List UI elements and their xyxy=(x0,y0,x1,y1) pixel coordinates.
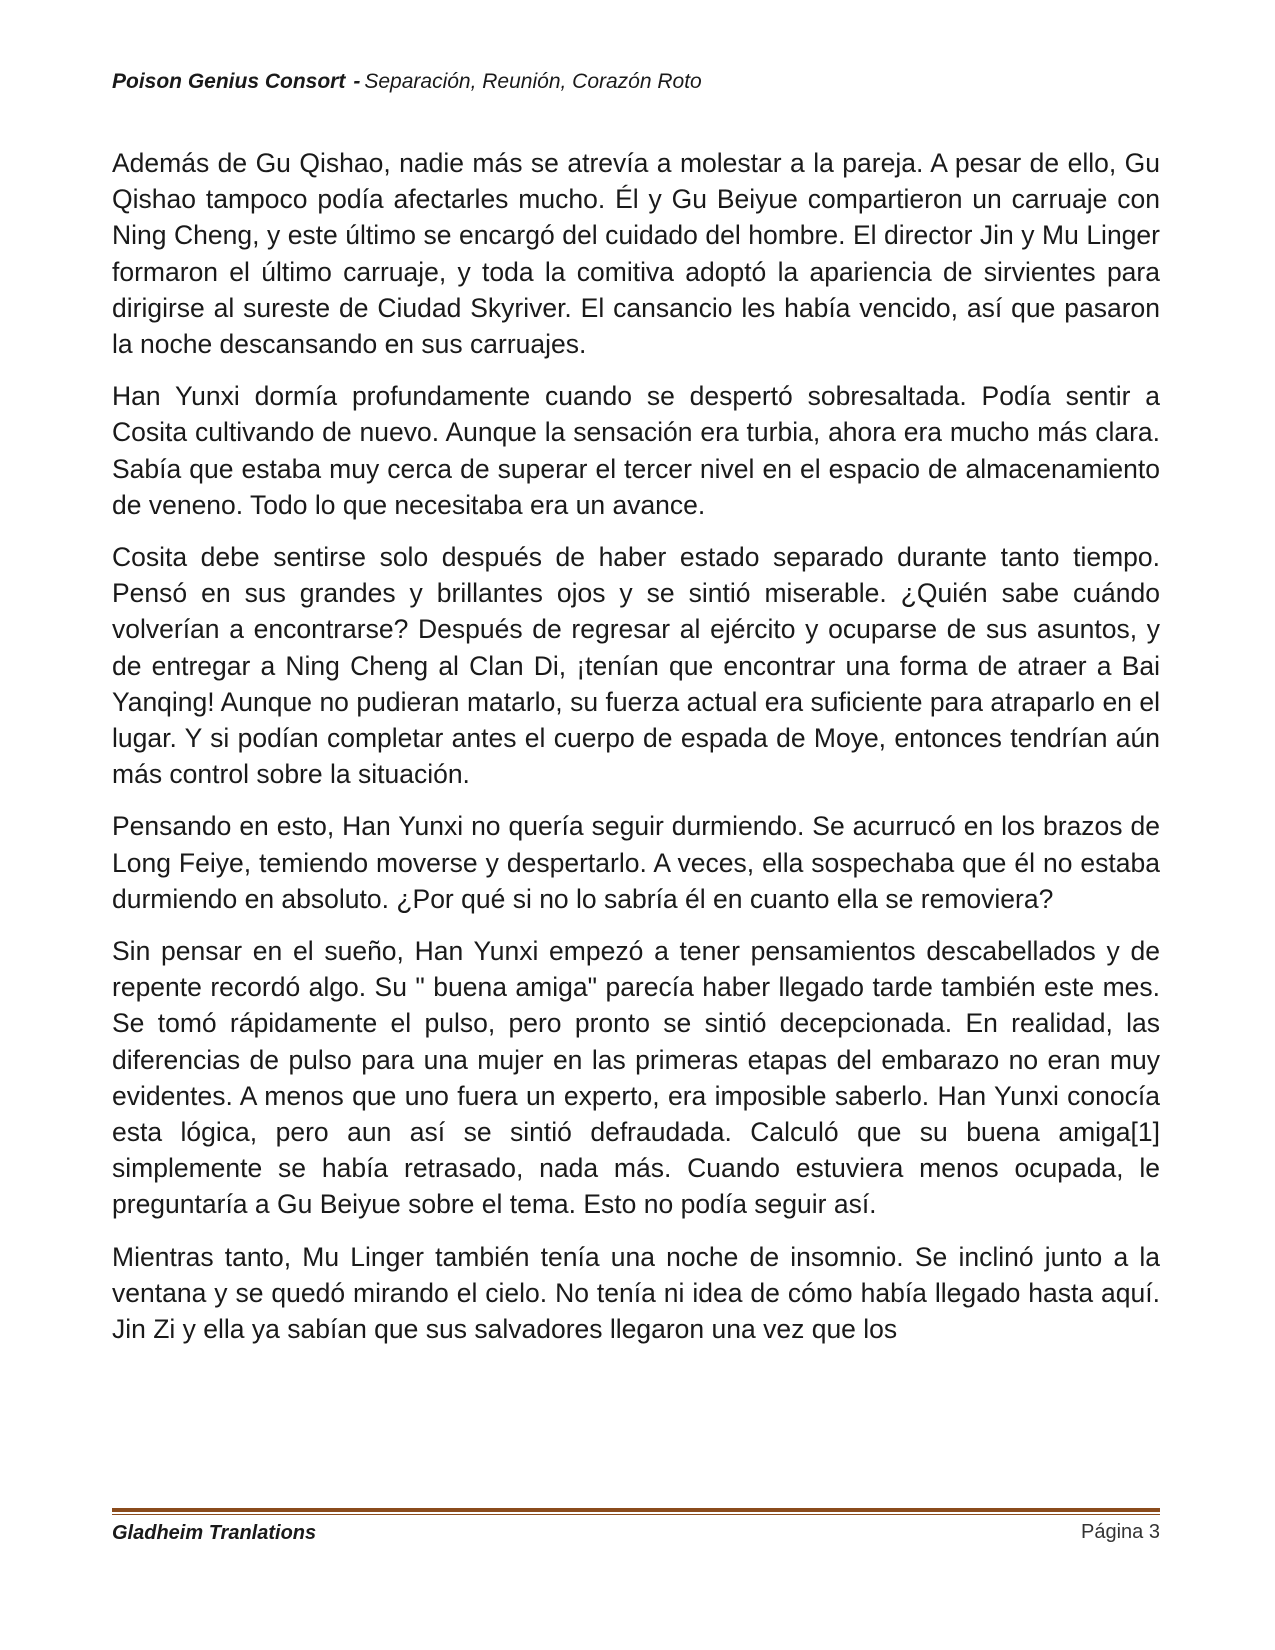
chapter-title: Separación, Reunión, Corazón Roto xyxy=(364,70,702,93)
footer-divider-thick xyxy=(112,1508,1160,1512)
page-number: Página 3 xyxy=(1081,1521,1160,1543)
paragraph-1: Además de Gu Qishao, nadie más se atrevía a molestar a la pareja. A pesar de ello, Gu Qishao tampoco podía afectarles mucho. Él y Gu Beiyue compartieron un carruaje con Ning Cheng, y este último se encargó del cuidado del hombre. El director Jin y Mu Linger formaron el último carruaje, y toda la comitiva adoptó la apariencia de sirvientes para dirigirse al sureste de Ciudad Skyriver. El cansancio les había vencido, así que pasaron la noche descansando en sus carruajes. xyxy=(112,148,1160,360)
body-text xyxy=(112,145,1160,1363)
header-separator: - xyxy=(353,70,361,93)
paragraph-3: Cosita debe sentirse solo después de haber estado separado durante tanto tiempo. Pensó en sus grandes y brillantes ojos y se sintió miserable. ¿Quién sabe cuándo volverían a encontrarse? Después de regresar al ejército y ocuparse de sus asuntos, y de entregar a Ning Cheng al Clan Di, ¡tenían que encontrar una forma de atraer a Bai Yanqing! Aunque no pudieran matarlo, su fuerza actual era suficiente para atraparlo en el lugar. Y si podían completar antes el cuerpo de espada de Moye, entonces tendrían aún más control sobre la situación. xyxy=(112,542,1160,790)
paragraph-4: Pensando en esto, Han Yunxi no quería seguir durmiendo. Se acurrucó en los brazos de Long Feiye, temiendo moverse y despertarlo. A veces, ella sospechaba que él no estaba durmiendo en absoluto. ¿Por qué si no lo sabría él en cuanto ella se removiera? xyxy=(112,811,1160,914)
page-header xyxy=(112,70,702,94)
paragraph-6: Mientras tanto, Mu Linger también tenía una noche de insomnio. Se inclinó junto a la ventana y se quedó mirando el cielo. No tenía ni idea de cómo había llegado hasta aquí. Jin Zi y ella ya sabían que sus salvadores llegaron una vez que los xyxy=(112,1241,1160,1345)
footer-divider xyxy=(112,1508,1160,1515)
book-title: Poison Genius Consort xyxy=(112,70,346,93)
paragraph-5: Sin pensar en el sueño, Han Yunxi empezó a tener pensamientos descabellados y de repente recordó algo. Su " buena amiga" parecía haber llegado tarde también este mes. Se tomó rápidamente el pulso, pero pronto se sintió decepcionada. En realidad, las diferencias de pulso para una mujer en las primeras etapas del embarazo no eran muy evidentes. A menos que uno fuera un experto, era imposible saberlo. Han Yunxi conocía esta lógica, pero aun así se sintió defraudada. Calculó que su buena amiga[1] simplemente se había retrasado, nada más. Cuando estuviera menos ocupada, le preguntaría a Gu Beiyue sobre el tema. Esto no podía seguir así. xyxy=(112,936,1160,1220)
paragraph-2: Han Yunxi dormía profundamente cuando se despertó sobresaltada. Podía sentir a Cosita cultivando de nuevo. Aunque la sensación era turbia, ahora era mucho más clara. Sabía que estaba muy cerca de superar el tercer nivel en el espacio de almacenamiento de veneno. Todo lo que necesitaba era un avance. xyxy=(112,381,1160,520)
footer-publisher: Gladheim Tranlations xyxy=(112,1522,317,1544)
footer-divider-thin xyxy=(112,1514,1160,1515)
